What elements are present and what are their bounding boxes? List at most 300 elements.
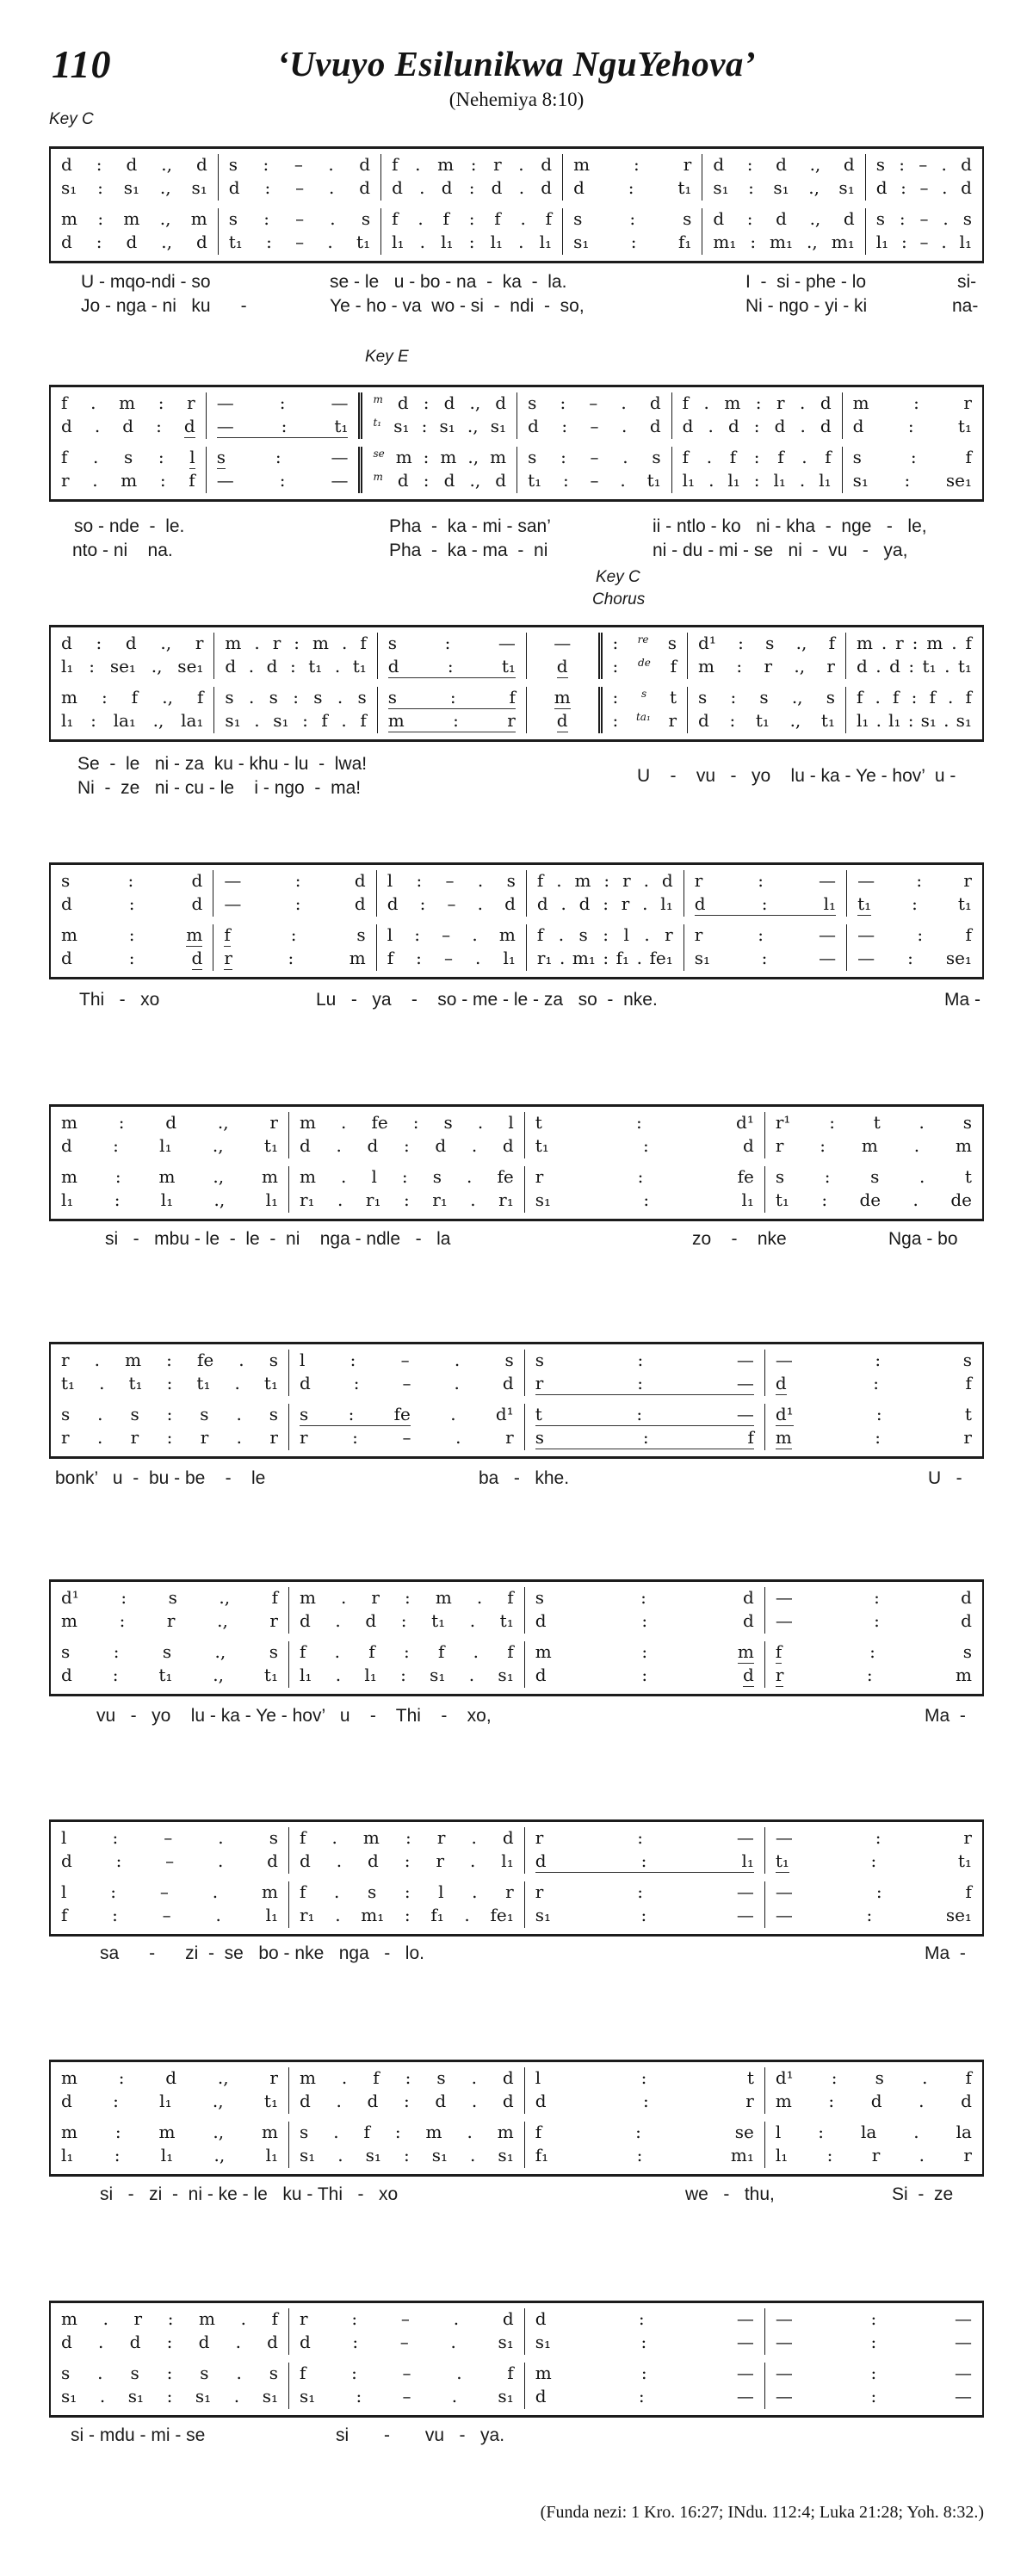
notation-token: s : – . s bbox=[528, 447, 661, 467]
notation-token: m : d . d bbox=[775, 2091, 972, 2111]
notation-token: d . d : d . d bbox=[392, 177, 553, 198]
notation-line bbox=[300, 1373, 514, 1396]
lyric-text: ii - ntlo - ko ni - kha - nge - le, bbox=[653, 516, 927, 536]
notation-line bbox=[61, 893, 202, 917]
notation-token: d . d : d . d bbox=[682, 416, 832, 436]
notation-token: r : — bbox=[535, 1373, 754, 1393]
lyric-text: I - si - phe - lo bbox=[745, 272, 867, 292]
notation-line bbox=[535, 2091, 754, 2114]
notation-token: f₁ : m₁ bbox=[535, 2145, 754, 2165]
notation-token: d : – . s₁ bbox=[299, 2332, 514, 2352]
measure bbox=[377, 870, 527, 917]
measure bbox=[765, 1881, 982, 1928]
notation-line bbox=[537, 948, 673, 971]
notation-line bbox=[537, 893, 673, 917]
notation-token: d : d ., d bbox=[382, 470, 507, 491]
notation-token: s : – . s bbox=[875, 208, 972, 229]
notation-token: m . r : m . f bbox=[856, 633, 972, 653]
notation-line bbox=[217, 392, 349, 416]
voice-pair bbox=[51, 2067, 982, 2114]
notation-token: l₁ : l₁ ., l₁ bbox=[61, 2145, 278, 2165]
measure bbox=[603, 687, 689, 733]
notation-token: : — bbox=[225, 447, 349, 467]
notation-line bbox=[300, 1641, 514, 1665]
notation-line bbox=[373, 416, 506, 439]
key-label: Chorus bbox=[592, 590, 646, 608]
notation-line bbox=[61, 177, 207, 201]
notation-line bbox=[776, 2386, 972, 2409]
measure bbox=[688, 687, 846, 733]
notation-token: m bbox=[775, 1427, 792, 1448]
notation-line bbox=[535, 2145, 754, 2168]
notation-token: s : d bbox=[535, 1587, 754, 1608]
notation-token: l₁ : se₁ ., se₁ bbox=[61, 656, 204, 676]
notation-token: d bbox=[775, 1373, 787, 1393]
notation-line bbox=[61, 1587, 278, 1610]
notation-line bbox=[776, 1641, 972, 1665]
notation-token: s₁ : f₁ bbox=[573, 232, 692, 252]
notation-token: d : t₁ ., t₁ bbox=[698, 710, 835, 731]
notation-line bbox=[300, 1166, 514, 1189]
notation-line bbox=[300, 2308, 514, 2332]
notation-token: r : m . m bbox=[775, 1135, 972, 1156]
notation-line bbox=[300, 1827, 514, 1850]
notation-line bbox=[713, 177, 854, 201]
notation-token: d : t₁ bbox=[387, 656, 516, 676]
notation-line bbox=[776, 1427, 972, 1450]
notation-token: : bbox=[612, 710, 636, 731]
measure bbox=[527, 687, 603, 733]
notation-line bbox=[300, 2363, 514, 2386]
notation-token: s₁ : — bbox=[694, 948, 837, 968]
notation-token: f . f : f . f bbox=[299, 1641, 514, 1662]
notation-line bbox=[61, 2363, 278, 2386]
notation-token: r : — bbox=[535, 1827, 754, 1848]
measure bbox=[51, 154, 219, 201]
notation-line bbox=[388, 687, 516, 710]
notation-token: : t₁ bbox=[871, 893, 972, 914]
notation-token: f . s : l . r bbox=[299, 1881, 514, 1902]
notation-line bbox=[853, 392, 972, 416]
notation-line bbox=[300, 1112, 514, 1135]
measure bbox=[214, 633, 377, 679]
notation-token: r bbox=[650, 710, 677, 731]
notation-line bbox=[613, 633, 677, 656]
notation-system bbox=[49, 2060, 984, 2177]
notation-line bbox=[683, 392, 832, 416]
notation-token: l bbox=[189, 447, 195, 467]
notation-token: r bbox=[224, 948, 232, 968]
notation-token: s₁ : se₁ bbox=[852, 470, 972, 491]
notation-token: m : m ., m bbox=[61, 208, 207, 229]
measure bbox=[525, 1881, 765, 1928]
notation-line bbox=[300, 2122, 514, 2145]
notation-token: r₁ . m₁ : f₁ . fe₁ bbox=[299, 1905, 514, 1925]
notation-token: f . s : bbox=[61, 447, 190, 467]
notation-token: l₁ : l₁ ., l₁ bbox=[61, 1189, 278, 1210]
notation-line bbox=[61, 232, 207, 255]
notation-token: r : — bbox=[694, 870, 837, 891]
notation-token: — : f bbox=[775, 1881, 972, 1902]
notation-line bbox=[61, 1665, 278, 1688]
lyric-text: na- bbox=[952, 296, 979, 316]
notation-line bbox=[61, 633, 203, 656]
notation-token: m : m ., m bbox=[384, 447, 507, 467]
measure bbox=[51, 1350, 289, 1396]
notation-line bbox=[217, 447, 349, 470]
voice-pair bbox=[51, 447, 982, 493]
notation-token: d : t₁ bbox=[852, 416, 972, 436]
notation-line bbox=[61, 416, 195, 439]
notation-token: d : – . d bbox=[387, 893, 516, 914]
notation-token: m : bbox=[61, 924, 187, 945]
notation-token: : bbox=[612, 633, 638, 653]
notation-line bbox=[857, 656, 972, 679]
notation-line bbox=[61, 208, 207, 232]
notation-token: : m bbox=[783, 1665, 972, 1685]
key-change-note: s bbox=[641, 688, 647, 700]
voice-pair bbox=[51, 870, 982, 917]
notation-token: d : – . d bbox=[228, 177, 371, 198]
notation-token: d : – . d bbox=[299, 1373, 514, 1393]
notation-line bbox=[613, 710, 677, 733]
notation-line bbox=[535, 1827, 754, 1850]
notation-token: f bbox=[775, 1641, 782, 1662]
notation-token: m : d ., r bbox=[61, 2067, 278, 2088]
measure bbox=[362, 447, 517, 493]
lyric-text: si - mbu - le - le - ni nga - ndle - la bbox=[105, 1229, 451, 1249]
notation-token: s₁ : s₁ ., s₁ bbox=[713, 177, 855, 198]
notation-line bbox=[61, 2145, 278, 2168]
measure bbox=[207, 392, 363, 439]
notation-line bbox=[300, 1610, 514, 1634]
notation-line bbox=[61, 1610, 278, 1634]
notation-line bbox=[217, 416, 349, 439]
notation-token: d : d ., d bbox=[61, 154, 207, 175]
measure bbox=[289, 1641, 525, 1688]
notation-line bbox=[857, 924, 972, 948]
notation-line bbox=[535, 2363, 754, 2386]
notation-line bbox=[695, 893, 836, 917]
notation-line bbox=[535, 2067, 754, 2091]
notation-token: f : – . f bbox=[299, 2363, 514, 2383]
notation-line bbox=[61, 1189, 278, 1213]
measure bbox=[765, 1641, 982, 1688]
notation-token: m : m ., m bbox=[61, 1166, 278, 1187]
measure bbox=[525, 1112, 765, 1158]
notation-line bbox=[300, 2332, 514, 2355]
notation-token: d : l₁ ., t₁ bbox=[61, 1135, 278, 1156]
notation-line bbox=[683, 416, 832, 439]
notation-line bbox=[573, 177, 691, 201]
notation-token: s : f bbox=[387, 687, 516, 707]
notation-line bbox=[876, 232, 972, 255]
notation-line bbox=[776, 2363, 972, 2386]
notation-line bbox=[61, 948, 202, 971]
key-label: Key C bbox=[49, 110, 94, 128]
measure bbox=[51, 208, 219, 255]
key-change-note: se bbox=[373, 448, 385, 460]
notation-token: m : d ., r bbox=[61, 1112, 278, 1133]
notation-token: s : – . d bbox=[528, 392, 661, 413]
measure bbox=[51, 2122, 289, 2168]
notation-line bbox=[61, 1905, 278, 1928]
notation-token: m : m ., m bbox=[61, 2122, 278, 2142]
notation-token: l : – . m bbox=[387, 924, 516, 945]
measure bbox=[843, 447, 982, 493]
notation-line bbox=[776, 1827, 972, 1850]
notation-token: : s bbox=[230, 924, 366, 945]
notation-token: s₁ : — bbox=[535, 1905, 754, 1925]
notation-line bbox=[776, 2122, 972, 2145]
notation-token: d : bbox=[61, 948, 192, 968]
notation-token: f . m : r bbox=[61, 392, 195, 413]
notation-line bbox=[857, 710, 972, 733]
measure bbox=[377, 924, 527, 971]
measure bbox=[765, 1350, 982, 1396]
measure bbox=[525, 2067, 765, 2114]
notation-token: s . s : s . s bbox=[61, 2363, 278, 2383]
notation-token: m : r ., r bbox=[698, 656, 835, 676]
key-change-note: m bbox=[373, 393, 383, 405]
measure bbox=[51, 1112, 289, 1158]
notation-line bbox=[388, 656, 516, 679]
measure bbox=[765, 1112, 982, 1158]
notation-token: d : d bbox=[535, 1610, 754, 1631]
notation-token: m bbox=[186, 924, 203, 945]
measure bbox=[219, 208, 381, 255]
notation-token: l : – . s bbox=[387, 870, 516, 891]
voice-pair bbox=[51, 2363, 982, 2409]
measure bbox=[51, 1827, 289, 1874]
measure bbox=[51, 1404, 289, 1450]
notation-token: d : bbox=[535, 1665, 744, 1685]
notation-line bbox=[573, 208, 691, 232]
notation-line bbox=[61, 870, 202, 893]
notation-system bbox=[49, 1342, 984, 1459]
notation-token: d : — bbox=[535, 2386, 754, 2406]
notation-line bbox=[61, 1404, 278, 1427]
notation-system bbox=[49, 385, 984, 502]
notation-line bbox=[776, 1135, 972, 1158]
notation-token: r : — bbox=[535, 1881, 754, 1902]
voice-pair bbox=[51, 1166, 982, 1213]
notation-token: l : – . s bbox=[61, 1827, 278, 1848]
notation-token: f . f : f . f bbox=[856, 687, 972, 707]
notation-line bbox=[300, 1189, 514, 1213]
notation-line bbox=[535, 2308, 754, 2332]
notation-line bbox=[535, 1166, 754, 1189]
notation-line bbox=[876, 154, 972, 177]
notation-token: d : – . d bbox=[528, 416, 661, 436]
notation-line bbox=[61, 2122, 278, 2145]
notation-token: m . f : s . d bbox=[299, 2067, 514, 2088]
notation-token: d : l₁ bbox=[694, 893, 837, 914]
notation-line bbox=[776, 1189, 972, 1213]
notation-token: s : s ., s bbox=[698, 687, 835, 707]
notation-token: f : – . l₁ bbox=[61, 1905, 278, 1925]
notation-line bbox=[392, 177, 552, 201]
notation-token: r₁ . m₁ : f₁ . fe₁ bbox=[536, 948, 673, 968]
measure bbox=[525, 1827, 765, 1874]
notation-token: d : d ., r bbox=[61, 633, 204, 653]
notation-line bbox=[535, 2122, 754, 2145]
notation-token: d bbox=[743, 1665, 754, 1685]
key-label: Key C bbox=[596, 568, 640, 586]
measure bbox=[51, 870, 213, 917]
notation-token: d . d : t₁ . t₁ bbox=[856, 656, 972, 676]
measure bbox=[289, 2067, 525, 2114]
measure bbox=[51, 1166, 289, 1213]
notation-token: d bbox=[191, 948, 203, 968]
notation-token: m : r ., r bbox=[61, 1610, 278, 1631]
measure bbox=[378, 633, 527, 679]
notation-token: m . r : m . f bbox=[299, 1587, 514, 1608]
notation-line bbox=[392, 154, 552, 177]
notation-line bbox=[61, 2067, 278, 2091]
measure bbox=[765, 2308, 982, 2355]
notation-token: m . fe : s . l bbox=[299, 1112, 514, 1133]
notation-line bbox=[61, 1850, 278, 1874]
notation-token: d¹ : s ., f bbox=[698, 633, 835, 653]
notation-token: f bbox=[224, 924, 231, 945]
measure bbox=[213, 924, 376, 971]
notation-token: f . m : r . d bbox=[392, 154, 553, 175]
lyric-text: Lu - ya - so - me - le - za so - nke. bbox=[316, 990, 658, 1010]
notation-line bbox=[857, 948, 972, 971]
notation-token: s : d bbox=[61, 870, 203, 891]
notation-token: l₁ : r . r bbox=[775, 2145, 972, 2165]
notation-line bbox=[224, 893, 365, 917]
notation-line bbox=[61, 2308, 278, 2332]
notation-line bbox=[61, 2386, 278, 2409]
notation-line bbox=[776, 1665, 972, 1688]
notation-token: — : — bbox=[775, 2308, 972, 2329]
notation-line bbox=[535, 1641, 754, 1665]
measure bbox=[866, 154, 982, 201]
key-change-note: de bbox=[638, 657, 651, 669]
notation-token: l : – . m bbox=[61, 1881, 278, 1902]
notation-line bbox=[853, 470, 972, 493]
notation-token: f : se bbox=[535, 2122, 754, 2142]
measure bbox=[765, 1587, 982, 1634]
measure bbox=[207, 447, 363, 493]
notation-line bbox=[537, 687, 588, 710]
notation-line bbox=[535, 1427, 754, 1450]
lyric-text: Pha - ka - mi - san’ bbox=[389, 516, 551, 536]
notation-token: s : — bbox=[387, 633, 516, 653]
notation-token: m : bbox=[535, 1641, 738, 1662]
notation-token: d . d : bbox=[61, 416, 184, 436]
notation-token: — : d bbox=[224, 870, 366, 891]
measure bbox=[846, 633, 982, 679]
notation-line bbox=[61, 1135, 278, 1158]
measure bbox=[563, 154, 702, 201]
notation-line bbox=[61, 1827, 278, 1850]
lyric-text: U - bbox=[928, 1468, 962, 1488]
lyric-text: se - le u - bo - na - ka - la. bbox=[330, 272, 567, 292]
notation-token: d : d bbox=[61, 893, 203, 914]
notation-line bbox=[300, 1350, 514, 1373]
notation-token: : t bbox=[793, 1404, 972, 1424]
notation-token: l₁ . l₁ : s₁ . s₁ bbox=[856, 710, 972, 731]
notation-line bbox=[61, 710, 203, 733]
notation-token: : t₁ bbox=[789, 1850, 972, 1871]
measure bbox=[684, 870, 847, 917]
notation-token: d¹ : s ., f bbox=[61, 1587, 278, 1608]
measure bbox=[765, 1404, 982, 1450]
notation-line bbox=[528, 447, 661, 470]
notation-token: f . f : f . f bbox=[392, 208, 553, 229]
lyric-text: nto - ni na. bbox=[72, 541, 173, 560]
notation-line bbox=[61, 687, 203, 710]
notation-line bbox=[695, 870, 836, 893]
notation-token: f bbox=[650, 656, 677, 676]
measure bbox=[846, 687, 982, 733]
measure bbox=[289, 1404, 525, 1450]
measure bbox=[289, 1881, 525, 1928]
notation-line bbox=[61, 1373, 278, 1396]
notation-token: : f bbox=[786, 1373, 972, 1393]
notation-system bbox=[49, 1104, 984, 1221]
notation-token: l₁ : – . l₁ bbox=[875, 232, 972, 252]
notation-line bbox=[876, 177, 972, 201]
notation-token: — : f bbox=[857, 924, 972, 945]
notation-line bbox=[388, 710, 516, 733]
notation-line bbox=[300, 2067, 514, 2091]
notation-token: m₁ : m₁ ., m₁ bbox=[713, 232, 855, 252]
lyric-text: Ye - ho - va wo - si - ndi - so, bbox=[330, 296, 585, 316]
notation-token: s : f bbox=[535, 1427, 754, 1448]
notation-line bbox=[300, 1135, 514, 1158]
notation-line bbox=[229, 232, 370, 255]
voice-pair bbox=[51, 392, 982, 439]
notation-line bbox=[61, 1881, 278, 1905]
notation-token: f . m : r . d bbox=[682, 392, 832, 413]
measure bbox=[517, 392, 672, 439]
notation-token: : r bbox=[791, 1427, 972, 1448]
notation-line bbox=[853, 447, 972, 470]
lyric-text: Ni - ze ni - cu - le i - ngo - ma! bbox=[77, 778, 362, 798]
measure bbox=[289, 1827, 525, 1874]
notation-token: d : d ., d bbox=[382, 392, 507, 413]
voice-pair bbox=[51, 2308, 982, 2355]
notation-token: d . d : d . d bbox=[299, 1135, 514, 1156]
measure bbox=[219, 154, 381, 201]
measure bbox=[672, 392, 843, 439]
notation-token: d : l₁ ., t₁ bbox=[61, 2091, 278, 2111]
measure bbox=[525, 2122, 765, 2168]
notation-line bbox=[61, 447, 195, 470]
notation-token: — : — bbox=[775, 2363, 972, 2383]
measure bbox=[765, 1166, 982, 1213]
notation-token: d bbox=[183, 416, 195, 436]
notation-token: — : — bbox=[775, 2332, 972, 2352]
voice-pair bbox=[51, 208, 982, 255]
lyric-text: Pha - ka - ma - ni bbox=[389, 541, 548, 560]
notation-token: t : d¹ bbox=[535, 1112, 754, 1133]
measure bbox=[51, 633, 214, 679]
notation-line bbox=[387, 870, 516, 893]
notation-line bbox=[528, 392, 661, 416]
hymn-number: 110 bbox=[52, 42, 112, 86]
notation-token: s : s bbox=[573, 208, 692, 229]
notation-token: m bbox=[554, 687, 571, 707]
lyric-text: U - mqo-ndi - so bbox=[81, 272, 211, 292]
notation-token: s : s . t bbox=[775, 1166, 972, 1187]
measure bbox=[289, 1112, 525, 1158]
measure bbox=[381, 154, 563, 201]
